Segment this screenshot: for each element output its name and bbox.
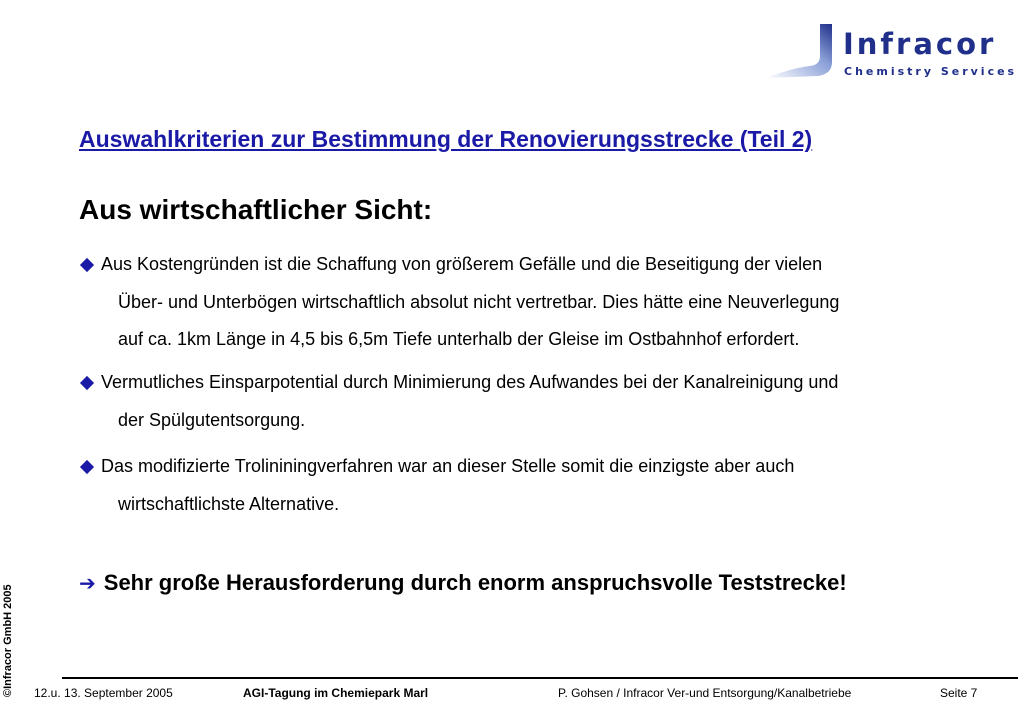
bullet-item <box>79 448 794 523</box>
bullet-text: Aus Kostengründen ist die Schaffung von größerem Gefälle und die Beseitigung der vielen <box>101 254 823 274</box>
bullet-text: Über- und Unterbögen wirtschaftlich absolut nicht vertretbar. Dies hätte eine Neuverlegung <box>118 291 840 312</box>
diamond-bullet-icon <box>80 376 94 390</box>
logo-wordmark: Infracor <box>843 27 997 61</box>
footer-divider <box>62 677 1018 679</box>
bullet-text: Das modifizierte Trolininingverfahren war an dieser Stelle somit die einzigste aber auch <box>101 456 795 476</box>
copyright-notice: ©Infracor GmbH 2005 <box>2 584 14 697</box>
bullet-item <box>79 246 839 359</box>
footer-author: P. Gohsen / Infracor Ver-und Entsorgung/Kanalbetriebe <box>558 686 852 700</box>
footer-date: 12.u. 13. September 2005 <box>34 686 173 700</box>
slide-subtitle: Aus wirtschaftlicher Sicht: <box>79 194 433 225</box>
diamond-bullet-icon <box>80 460 94 474</box>
slide-title: Auswahlkriterien zur Bestimmung der Renovierungsstrecke (Teil 2) <box>79 126 813 152</box>
conclusion-text: Sehr große Herausforderung durch enorm anspruchsvolle Teststrecke! <box>103 570 847 595</box>
footer-page-number: Seite 7 <box>940 686 978 700</box>
bullet-text: Vermutliches Einsparpotential durch Minimierung des Aufwandes bei der Kanalreinigung und <box>101 372 839 392</box>
right-arrow-icon: ➔ <box>79 571 96 595</box>
diamond-bullet-icon <box>80 258 94 272</box>
bullet-text: auf ca. 1km Länge in 4,5 bis 6,5m Tiefe unterhalb der Gleise im Ostbahnhof erfordert. <box>118 329 800 349</box>
bullet-text: der Spülgutentsorgung. <box>118 409 306 430</box>
logo-tagline: Chemistry Services <box>844 65 1018 78</box>
conclusion-statement <box>79 570 847 596</box>
footer-event: AGI-Tagung im Chemiepark Marl <box>243 686 429 700</box>
bullet-item <box>79 364 838 439</box>
bullet-text: wirtschaftlichste Alternative. <box>118 493 340 514</box>
